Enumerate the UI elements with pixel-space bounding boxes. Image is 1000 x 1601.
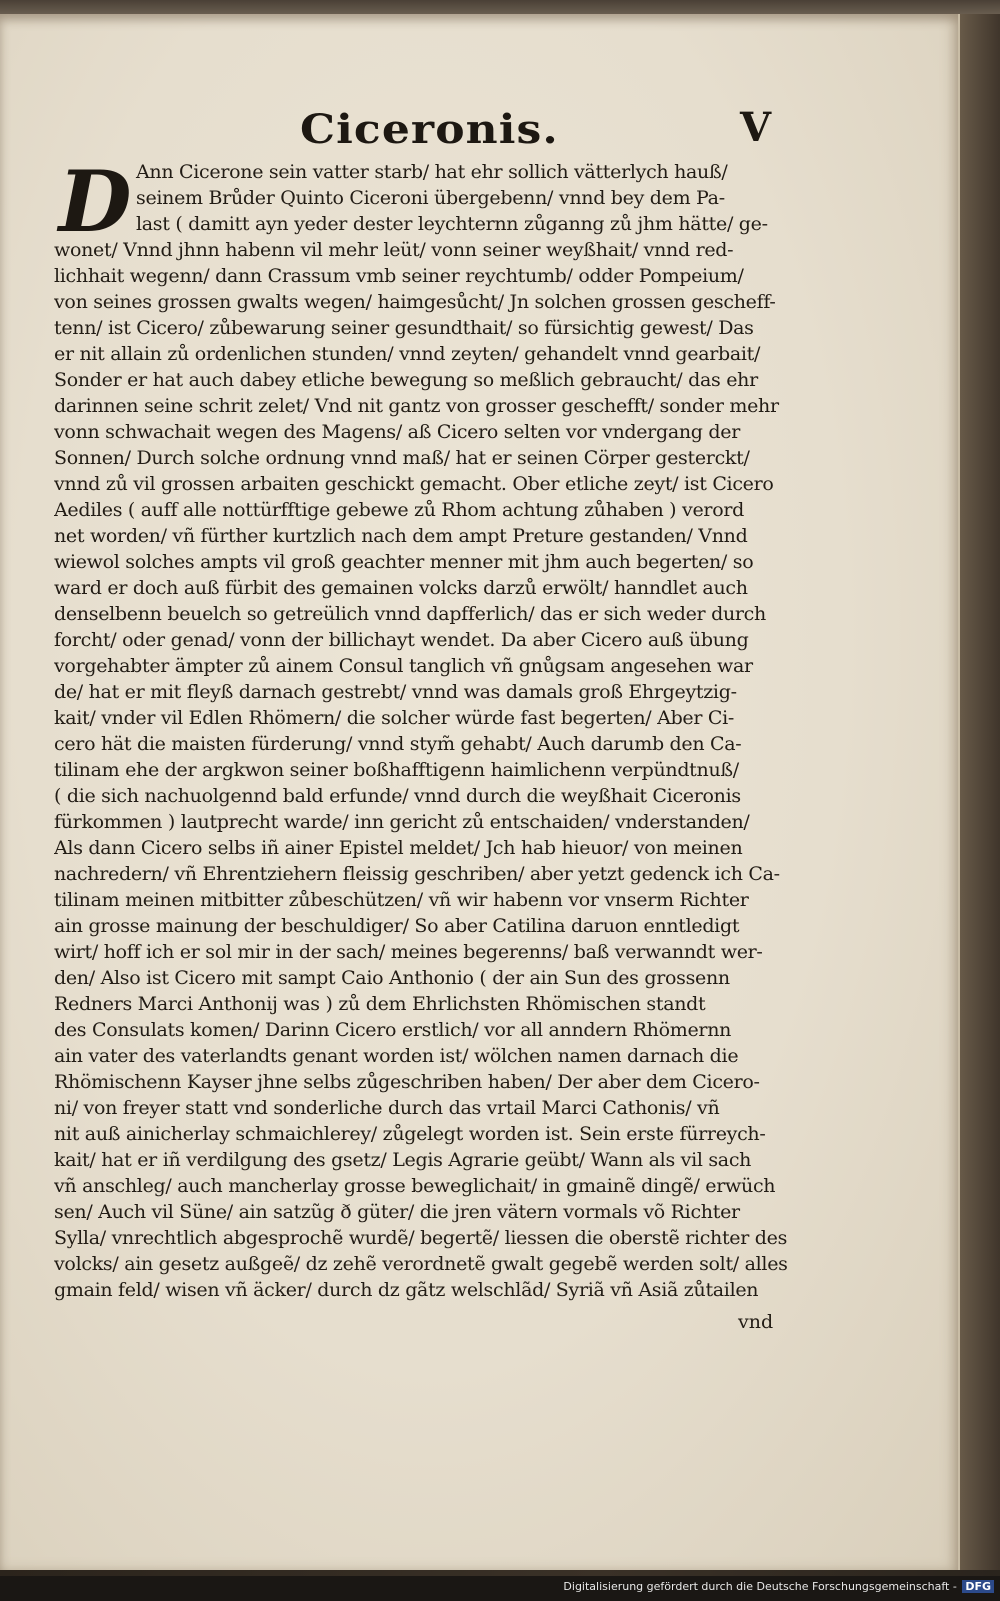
catchword: vnd bbox=[738, 1311, 774, 1333]
drop-cap: D bbox=[58, 152, 132, 251]
book-page-edge bbox=[958, 14, 1000, 1570]
text-line: nit auß ainicherlay schmaichlerey/ zůgelegt worden ist. Sein erste fürreych- bbox=[54, 1123, 766, 1145]
text-line: ni/ von freyer statt vnd sonderliche durch das vrtail Marci Cathonis/ vñ bbox=[54, 1097, 720, 1119]
text-line: ain vater des vaterlandts genant worden ist/ wölchen namen darnach die bbox=[54, 1045, 739, 1067]
text-line: Ann Cicerone sein vatter starb/ hat ehr sollich vätterlych hauß/ bbox=[136, 161, 728, 183]
signature-mark: V bbox=[740, 104, 772, 151]
text-line: wonet/ Vnnd jhnn habenn vil mehr leüt/ vonn seiner weyßhait/ vnnd red- bbox=[54, 239, 734, 261]
running-title: Ciceronis. bbox=[300, 106, 559, 153]
text-line: Sonder er hat auch dabey etliche bewegung so meßlich gebraucht/ das ehr bbox=[54, 369, 758, 391]
text-line: ward er doch auß fürbit des gemainen volcks darzů erwölt/ hanndlet auch bbox=[54, 577, 748, 599]
text-line: kait/ vnder vil Edlen Rhömern/ die solcher würde fast begerten/ Aber Ci- bbox=[54, 707, 735, 729]
text-line: wiewol solches ampts vil groß geachter menner mit jhm auch begerten/ so bbox=[54, 551, 754, 573]
text-line: forcht/ oder genad/ vonn der billichayt wendet. Da aber Cicero auß übung bbox=[54, 629, 749, 651]
text-line: sen/ Auch vil Süne/ ain satzũg ð güter/ die jren vätern vormals võ Richter bbox=[54, 1201, 740, 1223]
text-line: darinnen seine schrit zelet/ Vnd nit gantz von grosser geschefft/ sonder mehr bbox=[54, 395, 779, 417]
text-line: des Consulats komen/ Darinn Cicero erstlich/ vor all anndern Rhömernn bbox=[54, 1019, 732, 1041]
text-line: vñ anschleg/ auch mancherlay grosse beweglichait/ in gmainẽ dingẽ/ erwüch bbox=[54, 1175, 776, 1197]
book-page bbox=[0, 14, 960, 1570]
text-line: Sonnen/ Durch solche ordnung vnnd maß/ hat er seinen Cörper gesterckt/ bbox=[54, 447, 750, 469]
text-line: Als dann Cicero selbs iñ ainer Epistel meldet/ Jch hab hieuor/ von meinen bbox=[54, 837, 743, 859]
text-line: er nit allain zů ordenlichen stunden/ vnnd zeyten/ gehandelt vnnd gearbait/ bbox=[54, 343, 761, 365]
text-line: net worden/ vñ fürther kurtzlich nach dem ampt Preture gestanden/ Vnnd bbox=[54, 525, 748, 547]
text-line: fürkommen ) lautprecht warde/ inn gericht zů entschaiden/ vnderstanden/ bbox=[54, 811, 750, 833]
footer-bar bbox=[0, 1576, 1000, 1601]
text-line: ( die sich nachuolgennd bald erfunde/ vnnd durch die weyßhait Ciceronis bbox=[54, 785, 741, 807]
text-line: cero hät die maisten fürderung/ vnnd stym̃ gehabt/ Auch darumb den Ca- bbox=[54, 733, 742, 755]
text-line: den/ Also ist Cicero mit sampt Caio Anthonio ( der ain Sun des grossenn bbox=[54, 967, 730, 989]
text-line: denselbenn beuelch so getreülich vnnd dapfferlich/ das er sich weder durch bbox=[54, 603, 766, 625]
text-line: tilinam meinen mitbitter zůbeschützen/ vñ wir habenn vor vnserm Richter bbox=[54, 889, 749, 911]
text-line: Aediles ( auff alle nottürfftige gebewe zů Rhom achtung zůhaben ) verord bbox=[54, 499, 744, 521]
text-line: volcks/ ain gesetz außgeẽ/ dz zehẽ verordnetẽ gwalt gegebẽ werden solt/ alles bbox=[54, 1253, 788, 1275]
text-line: Redners Marci Anthonij was ) zů dem Ehrlichsten Rhömischen standt bbox=[54, 993, 706, 1015]
text-line: seinem Brůder Quinto Ciceroni übergebenn/ vnnd bey dem Pa- bbox=[136, 187, 725, 209]
text-line: lichhait wegenn/ dann Crassum vmb seiner reychtumb/ odder Pompeium/ bbox=[54, 265, 744, 287]
text-line: vorgehabter ämpter zů ainem Consul tanglich vñ gnůgsam angesehen war bbox=[54, 655, 753, 677]
credit-text: Digitalisierung gefördert durch die Deutsche Forschungsgemeinschaft - bbox=[563, 1580, 957, 1593]
dfg-logo: DFG bbox=[962, 1580, 994, 1593]
text-line: tenn/ ist Cicero/ zůbewarung seiner gesundthait/ so fürsichtig gewest/ Das bbox=[54, 317, 754, 339]
text-line: wirt/ hoff ich er sol mir in der sach/ meines begerenns/ baß verwanndt wer- bbox=[54, 941, 763, 963]
body-text bbox=[54, 152, 794, 1303]
text-line: de/ hat er mit fleyß darnach gestrebt/ vnnd was damals groß Ehrgeytzig- bbox=[54, 681, 737, 703]
text-line: vonn schwachait wegen des Magens/ aß Cicero selten vor vndergang der bbox=[54, 421, 740, 443]
text-line: kait/ hat er iñ verdilgung des gsetz/ Legis Agrarie geübt/ Wann als vil sach bbox=[54, 1149, 752, 1171]
text-line: nachredern/ vñ Ehrentziehern fleissig geschriben/ aber yetzt gedenck ich Ca- bbox=[54, 863, 780, 885]
text-line: Rhömischenn Kayser jhne selbs zůgeschriben haben/ Der aber dem Cicero- bbox=[54, 1071, 760, 1093]
footer-credit bbox=[563, 1580, 994, 1593]
text-line: last ( damitt ayn yeder dester leychternn zůganng zů jhm hätte/ ge- bbox=[136, 213, 768, 235]
text-line: tilinam ehe der argkwon seiner boßhafftigenn haimlichenn verpündtnuß/ bbox=[54, 759, 739, 781]
text-line: von seines grossen gwalts wegen/ haimgesůcht/ Jn solchen grossen gescheff- bbox=[54, 291, 776, 313]
page-header bbox=[0, 106, 958, 166]
text-line: Sylla/ vnrechtlich abgesprochẽ wurdẽ/ begertẽ/ liessen die oberstẽ richter des bbox=[54, 1227, 788, 1249]
text-line: vnnd zů vil grossen arbaiten geschickt gemacht. Ober etliche zeyt/ ist Cicero bbox=[54, 473, 774, 495]
text-line: ain grosse mainung der beschuldiger/ So aber Catilina daruon enntledigt bbox=[54, 915, 740, 937]
text-line: gmain feld/ wisen vñ äcker/ durch dz gãtz welschlãd/ Syriã vñ Asiã zůtailen bbox=[54, 1279, 759, 1301]
